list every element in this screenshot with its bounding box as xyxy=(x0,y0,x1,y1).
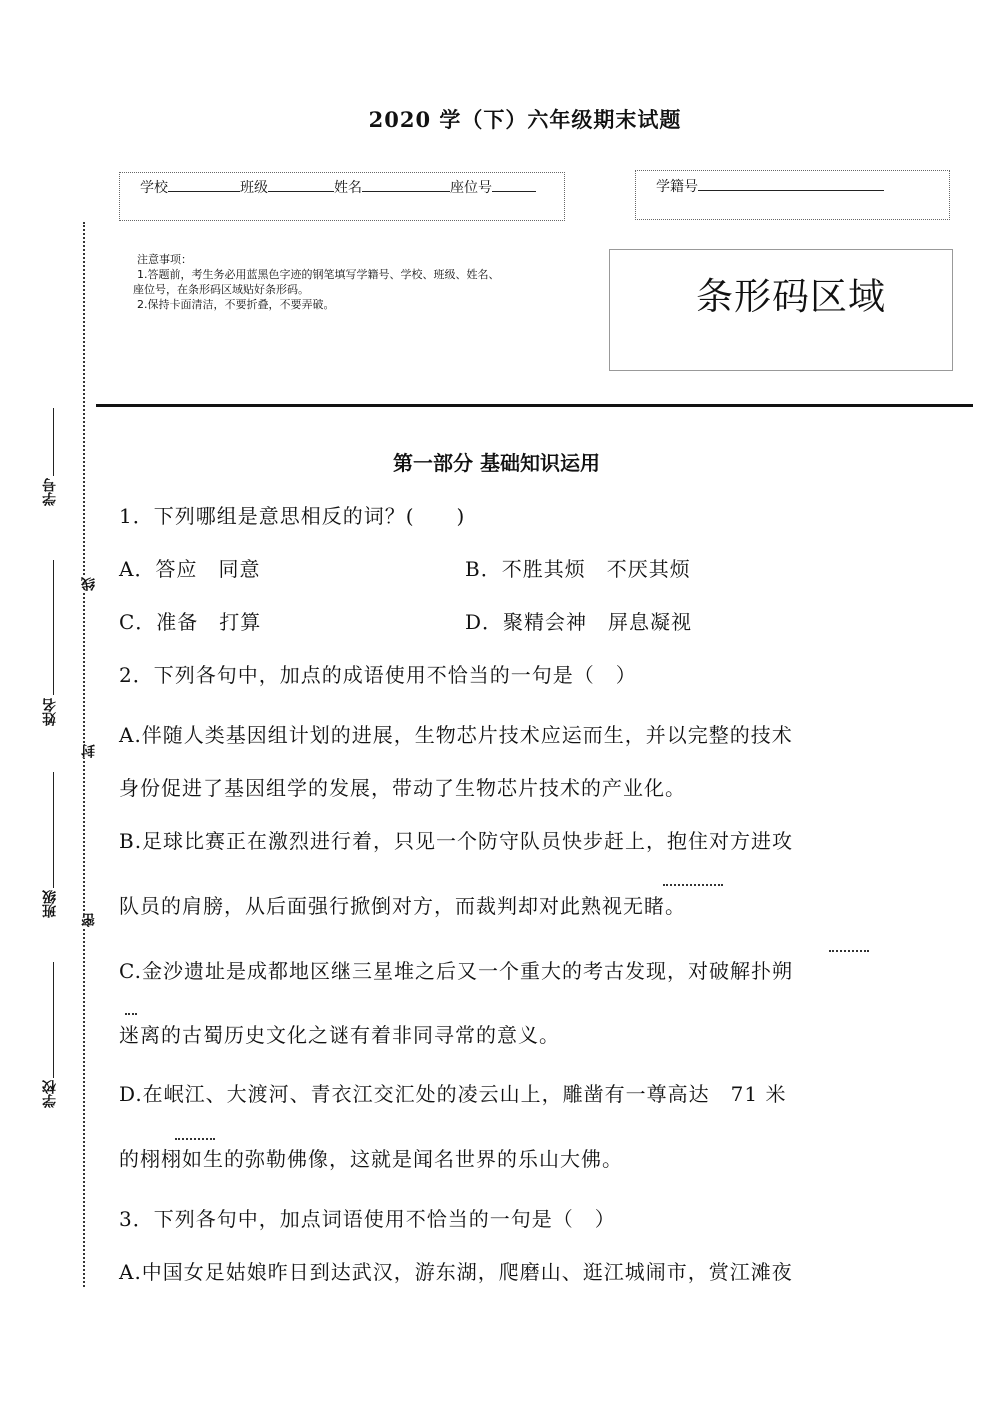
section-title: 第一部分 基础知识运用 xyxy=(393,451,600,475)
info-fields xyxy=(140,177,536,197)
binding-seal-char: 封 xyxy=(81,744,97,758)
school-blank-side[interactable] xyxy=(53,962,54,1078)
school-blank[interactable] xyxy=(168,177,240,192)
seat-label: 座位号 xyxy=(450,180,492,196)
binding-line-char: 线 xyxy=(81,577,97,591)
school-label: 学校 xyxy=(140,180,168,196)
name-label: 姓名 xyxy=(334,180,362,196)
name-label-side: 姓名 xyxy=(42,698,58,726)
q2-option-d-line1: D.在岷江、大渡河、青衣江交汇处的凌云山上，雕凿有一尊高达 71 米 xyxy=(119,1082,787,1106)
emphasis-dots-d xyxy=(175,1138,215,1146)
q2-option-b-line2: 队员的肩膀，从后面强行掀倒对方，而裁判却对此熟视无睹。 xyxy=(119,894,686,918)
barcode-label: 条形码区域 xyxy=(696,275,886,318)
q2-option-d-line2: 的栩栩如生的弥勒佛像，这就是闻名世界的乐山大佛。 xyxy=(119,1147,623,1171)
q2-option-a-line1: A.伴随人类基因组计划的进展，生物芯片技术应运而生，并以完整的技术 xyxy=(119,723,793,747)
student-id-field xyxy=(656,176,884,196)
class-label-side: 班级 xyxy=(42,890,58,918)
header-divider xyxy=(96,404,973,407)
q2-option-c-line2: 迷离的古蜀历史文化之谜有着非同寻常的意义。 xyxy=(119,1023,560,1047)
q2-option-a-line2: 身份促进了基因组学的发展，带动了生物芯片技术的产业化。 xyxy=(119,776,686,800)
school-label-side: 学校 xyxy=(42,1080,58,1108)
seat-blank[interactable] xyxy=(492,177,536,192)
name-blank-side[interactable] xyxy=(53,560,54,695)
class-blank[interactable] xyxy=(268,177,334,192)
class-blank-side[interactable] xyxy=(53,772,54,888)
notes-item-1: 1.答题前，考生务必用蓝黑色字迹的钢笔填写学籍号、学校、班级、姓名、 xyxy=(137,268,500,281)
q1-stem: 1．下列哪组是意思相反的词？( ) xyxy=(119,504,466,528)
q2-option-b-line1: B.足球比赛正在激烈进行着，只见一个防守队员快步赶上，抱住对方进攻 xyxy=(119,829,794,853)
notes xyxy=(133,252,583,312)
student-id-label: 学籍号 xyxy=(656,179,698,195)
exam-title: 2020 学（下）六年级期末试题 xyxy=(368,107,682,132)
binding-secret-char: 密 xyxy=(81,913,97,927)
name-blank[interactable] xyxy=(362,177,450,192)
q1-option-d: D．聚精会神 屏息凝视 xyxy=(465,610,693,634)
class-label: 班级 xyxy=(240,180,268,196)
emphasis-dots-c xyxy=(829,950,869,958)
notes-item-2: 2.保持卡面清洁，不要折叠，不要弄破。 xyxy=(137,298,335,311)
student-no-label: 学号 xyxy=(42,478,58,506)
emphasis-dots-b xyxy=(663,884,723,892)
q3-option-a-line1: A.中国女足姑娘昨日到达武汉，游东湖，爬磨山、逛江城闹市，赏江滩夜 xyxy=(119,1260,793,1284)
q1-option-b: B．不胜其烦 不厌其烦 xyxy=(465,557,691,581)
notes-item-1-cont: 座位号，在条形码区域贴好条形码。 xyxy=(133,283,309,296)
q3-stem: 3．下列各句中，加点词语使用不恰当的一句是（ ） xyxy=(119,1207,616,1231)
q2-stem: 2．下列各句中，加点的成语使用不恰当的一句是（ ） xyxy=(119,663,637,687)
q1-option-c: C．准备 打算 xyxy=(119,610,262,634)
student-id-blank[interactable] xyxy=(698,176,884,191)
emphasis-dots-c2 xyxy=(125,1013,137,1021)
q2-option-c-line1: C.金沙遗址是成都地区继三星堆之后又一个重大的考古发现，对破解扑朔 xyxy=(119,959,793,983)
q1-option-a: A．答应 同意 xyxy=(119,557,261,581)
notes-heading: 注意事项： xyxy=(137,253,192,266)
